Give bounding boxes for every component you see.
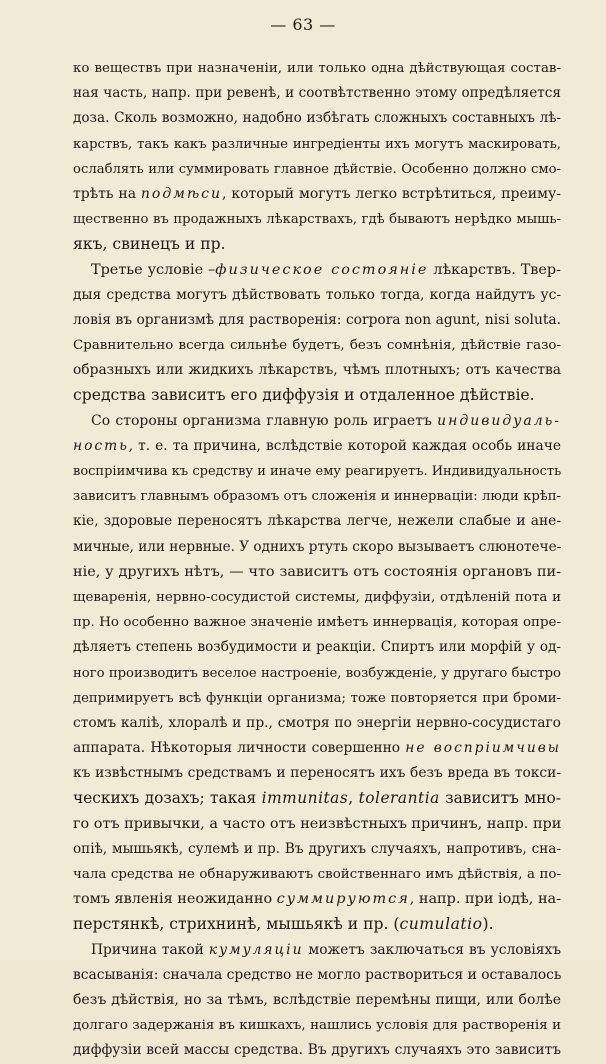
text-run: опіѣ, мышьякѣ, сулемѣ и пр. Въ другихъ случаяхъ, напротивъ, сна-	[73, 840, 561, 857]
text-line	[73, 938, 561, 963]
text-line	[73, 509, 561, 534]
page-number: — 63 —	[270, 15, 336, 34]
text-line	[73, 887, 561, 912]
text-line	[73, 963, 561, 988]
text-run: ловія въ организмѣ для растворенія: corpora non agunt, nisi soluta.	[73, 311, 561, 328]
text-run: къ извѣстнымъ средствамъ и переносятъ ихъ безъ вреда въ токси-	[73, 765, 561, 782]
text-run: щеваренія, нервно-сосудистой системы, диффузіи, отдѣленій пота и	[73, 589, 561, 605]
text-line	[73, 535, 561, 560]
text-run: воспріимчива къ средству и иначе ему реагируетъ. Индивидуальность	[73, 464, 562, 479]
text-run: зависитъ мно-	[439, 789, 561, 808]
text-line	[73, 686, 561, 711]
emphasized-term: физическое состояніе	[215, 261, 429, 278]
text-line	[73, 157, 561, 182]
text-line	[73, 585, 561, 610]
body-text	[73, 56, 561, 1064]
text-line	[73, 258, 561, 283]
text-line	[73, 988, 561, 1013]
text-line	[73, 434, 561, 459]
text-line	[73, 786, 561, 811]
text-run: аппарата. Нѣкоторыя личности совершенно	[73, 740, 406, 757]
text-run: ного производитъ веселое настроеніе, возбужденіе, у другаго быстро	[73, 665, 561, 681]
text-line	[73, 459, 561, 484]
text-run: томъ явленія неожиданно	[73, 891, 277, 908]
text-line	[73, 81, 561, 106]
text-run: дѣляетъ степень возбудимости и реакціи. Спиртъ или морфій у од-	[73, 639, 561, 656]
emphasized-term: суммируются	[276, 891, 410, 908]
text-line	[73, 207, 561, 232]
text-line	[73, 635, 561, 660]
text-run: безъ дѣйствія, но за тѣмъ, вслѣдствіе перемѣны пищи, или болѣе	[73, 991, 561, 1008]
text-line	[73, 232, 561, 257]
text-run: депримируетъ всѣ функціи организма; тоже повторяется при броми-	[73, 690, 561, 706]
text-line	[73, 132, 561, 157]
text-run: , напр. при іодѣ, на-	[409, 891, 561, 908]
text-run: ніе, у другихъ нѣтъ, — что зависитъ отъ состоянія органовъ пи-	[73, 563, 561, 580]
text-run: долгаго задержанія въ кишкахъ, нашлись условія для растворенія и	[73, 1018, 561, 1034]
text-line	[73, 912, 561, 937]
emphasized-term: tolerantia	[358, 789, 440, 808]
text-run: Третье условіе –	[91, 261, 216, 278]
text-line	[73, 560, 561, 585]
text-run: , т. е. та причина, вслѣдствіе которой каждая особь иначе	[128, 437, 561, 454]
text-line	[73, 761, 561, 786]
text-run: зависитъ главнымъ образомъ отъ сложенія и иннерваціи: люди крѣп-	[73, 489, 561, 505]
text-run: доза. Сколь возможно, надобно избѣгать сложныхъ составныхъ лѣ-	[73, 110, 561, 127]
text-run: дыя средства могутъ дѣйствовать только тогда, когда найдутъ ус-	[73, 286, 561, 303]
text-run: можетъ заключаться въ условіяхъ	[303, 941, 561, 958]
emphasized-term: подмѣси	[140, 185, 223, 202]
text-line	[73, 812, 561, 837]
text-run: средства зависитъ его диффузія и отдаленное дѣйствіе.	[73, 386, 535, 405]
text-line	[73, 182, 561, 207]
text-run: Причина такой	[91, 941, 209, 958]
text-line	[73, 610, 561, 635]
text-run: пр. Но особенно важное значеніе имѣетъ иннервація, которая опре-	[73, 615, 561, 631]
emphasized-term: ность	[73, 437, 129, 454]
text-line	[73, 56, 561, 81]
text-run: , который могутъ легко встрѣтиться, преиму-	[222, 185, 561, 202]
text-run: мичные, или нервные. У однихъ ртуть скоро вызываетъ слюнотече-	[73, 538, 562, 555]
text-run: диффузіи всей массы средства. Въ другихъ случаяхъ это зависитъ	[73, 1042, 561, 1059]
text-line	[73, 409, 561, 434]
text-run: стомъ каліѣ, хлоралѣ и пр., смотря по энергіи нервно-сосудистаго	[73, 714, 561, 731]
text-run: образныхъ или жидкихъ лѣкарствъ, чѣмъ плотныхъ; отъ качества	[73, 362, 561, 379]
text-line	[73, 283, 561, 308]
text-run: Со стороны организма главную роль играетъ	[91, 412, 438, 429]
text-run: перстянкѣ, стрихнинѣ, мышьякѣ и пр. (	[73, 915, 400, 934]
text-run: ослаблять или суммировать главное дѣйствіе. Особенно должно смо-	[73, 161, 561, 177]
text-line	[73, 711, 561, 736]
emphasized-term: кумуляціи	[208, 941, 304, 958]
text-line	[73, 106, 561, 131]
text-line	[73, 333, 561, 358]
text-line	[73, 484, 561, 509]
text-line	[73, 837, 561, 862]
text-line	[73, 1013, 561, 1038]
text-line	[73, 736, 561, 761]
text-line	[73, 1038, 561, 1063]
text-line	[73, 383, 561, 408]
text-line	[73, 308, 561, 333]
text-run: ко веществъ при назначеніи, или только одна дѣйствующая состав-	[73, 61, 561, 76]
text-run: го отъ привычки, а часто отъ неизвѣстныхъ причинъ, напр. при	[73, 815, 562, 832]
text-run: чала средства не обнаруживаютъ свойственнаго имъ дѣйствія, а по-	[73, 867, 561, 882]
text-run: ческихъ дозахъ; такая	[73, 789, 262, 808]
text-run: ).	[482, 915, 494, 934]
text-line	[73, 862, 561, 887]
text-run: ная часть, напр. при ревенѣ, и соотвѣтственно этому опредѣляется	[73, 85, 561, 102]
emphasized-term: immunitas	[261, 789, 349, 808]
emphasized-term: индивидуаль-	[437, 412, 561, 429]
text-run: карствъ, такъ какъ различные ингредіенты ихъ могутъ маскировать,	[73, 136, 561, 152]
text-run: щественно въ продажныхъ лѣкарствахъ, гдѣ бываютъ нерѣдко мышь-	[73, 212, 561, 228]
emphasized-term: cumulatio	[399, 915, 483, 934]
text-run: лѣкарствъ. Твер-	[428, 261, 561, 278]
text-run: кіе, здоровые переносятъ лѣкарства легче, нежели слабые и ане-	[73, 513, 561, 530]
emphasized-term: не воспріимчивы	[405, 740, 561, 757]
text-line	[73, 661, 561, 686]
text-run: всасыванія: сначала средство не могло раствориться и оставалось	[73, 966, 562, 983]
text-run: ,	[348, 789, 359, 808]
text-run: трѣть на	[73, 185, 141, 202]
text-line	[73, 358, 561, 383]
text-run: Сравнительно всегда сильнѣе будетъ, безъ сомнѣнія, дѣйствіе газо-	[73, 338, 561, 354]
text-run: якъ, свинецъ и пр.	[73, 235, 226, 254]
